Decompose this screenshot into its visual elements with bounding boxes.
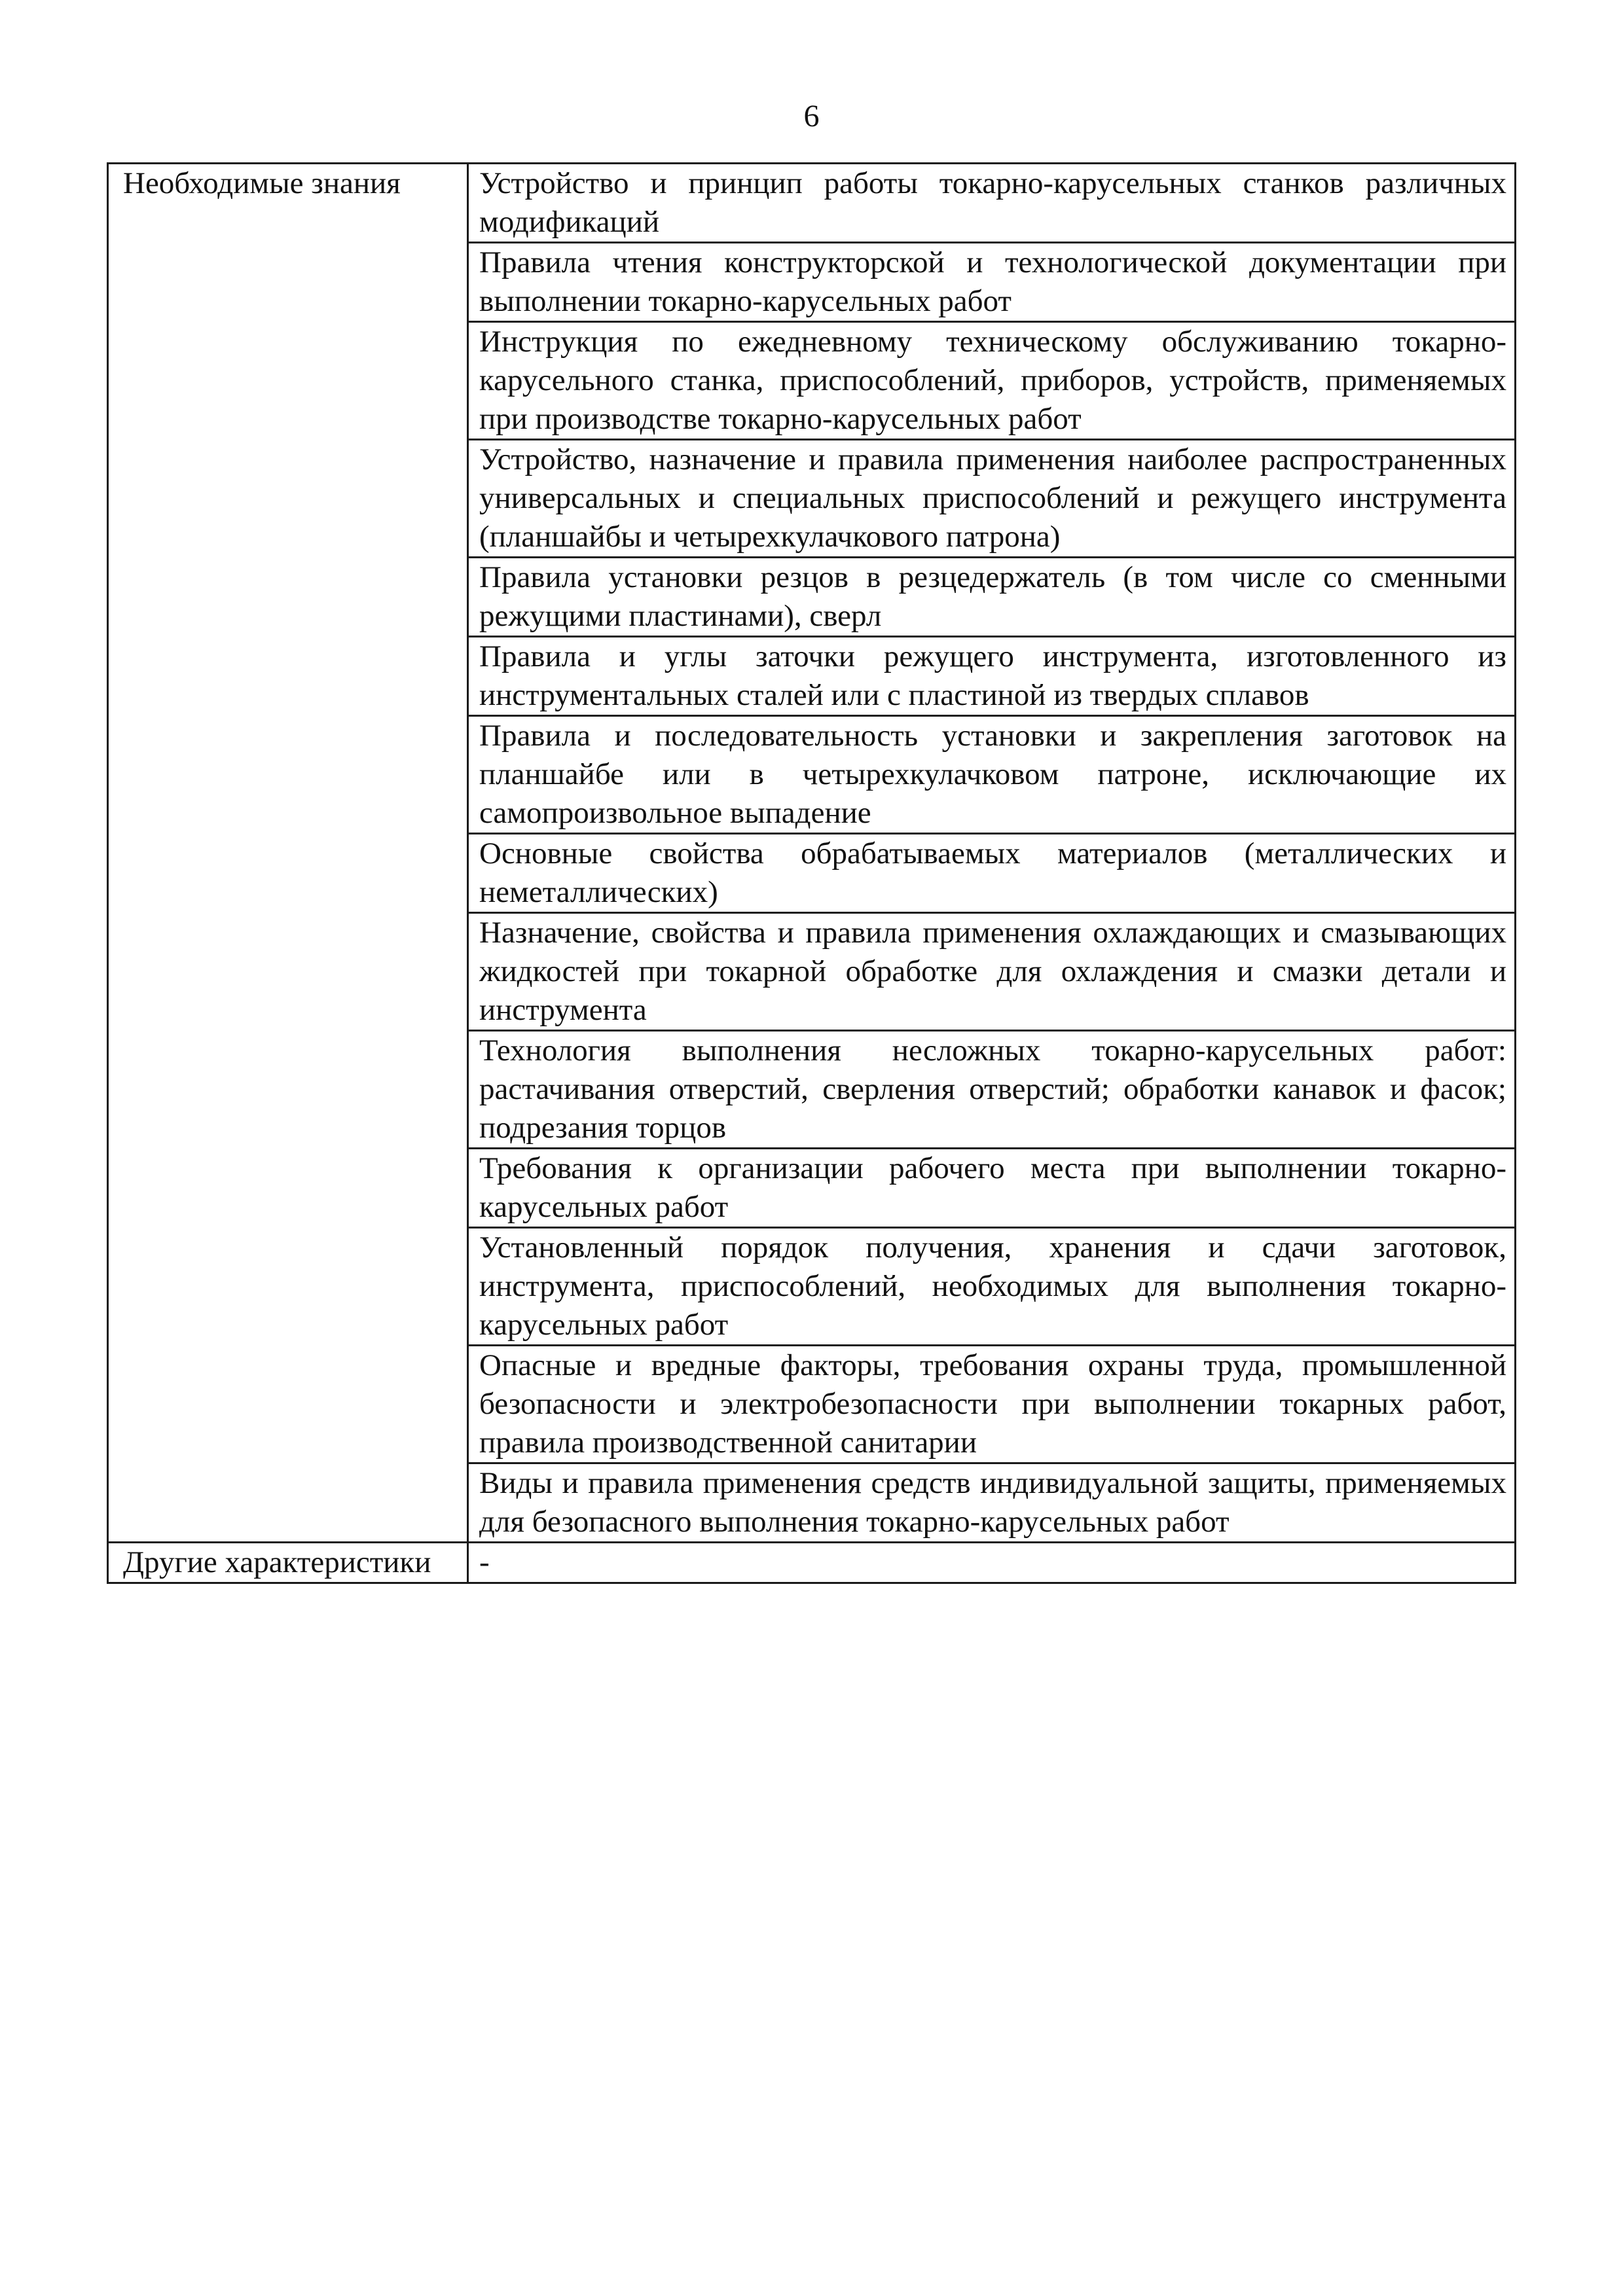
knowledge-item: Правила и углы заточки режущего инструмента, изготовленного из инструментальных сталей или с пластиной из твердых сплавов — [468, 637, 1516, 716]
knowledge-item: Виды и правила применения средств индивидуальной защиты, применяемых для безопасного выполнения токарно-карусельных работ — [468, 1463, 1516, 1543]
requirements-table — [107, 162, 1516, 1584]
knowledge-item: Устройство, назначение и правила применения наиболее распространенных универсальных и специальных приспособлений и режущего инструмента (планшайбы и четырехкулачкового патрона) — [468, 440, 1516, 558]
knowledge-label: Необходимые знания — [108, 164, 468, 1543]
other-characteristics-value: - — [468, 1543, 1516, 1583]
other-characteristics-label: Другие характеристики — [108, 1543, 468, 1583]
table-row — [108, 164, 1516, 243]
knowledge-item: Основные свойства обрабатываемых материалов (металлических и неметаллических) — [468, 834, 1516, 913]
knowledge-item: Устройство и принцип работы токарно-карусельных станков различных модификаций — [468, 164, 1516, 243]
knowledge-item: Требования к организации рабочего места при выполнении токарно-карусельных работ — [468, 1149, 1516, 1228]
table-row — [108, 1543, 1516, 1583]
knowledge-item: Технология выполнения несложных токарно-карусельных работ: растачивания отверстий, сверления отверстий; обработки канавок и фасок; подрезания торцов — [468, 1031, 1516, 1149]
knowledge-item: Инструкция по ежедневному техническому обслуживанию токарно-карусельного станка, приспособлений, приборов, устройств, применяемых при производстве токарно-карусельных работ — [468, 322, 1516, 440]
knowledge-item: Правила установки резцов в резцедержатель (в том числе со сменными режущими пластинами), сверл — [468, 558, 1516, 637]
knowledge-item: Правила и последовательность установки и закрепления заготовок на планшайбе или в четырехкулачковом патроне, исключающие их самопроизвольное выпадение — [468, 716, 1516, 834]
page-number: 6 — [803, 99, 820, 134]
knowledge-item: Установленный порядок получения, хранения и сдачи заготовок, инструмента, приспособлений, необходимых для выполнения токарно-карусельных работ — [468, 1228, 1516, 1346]
knowledge-item: Опасные и вредные факторы, требования охраны труда, промышленной безопасности и электробезопасности при выполнении токарных работ, правила производственной санитарии — [468, 1346, 1516, 1463]
knowledge-item: Правила чтения конструкторской и технологической документации при выполнении токарно-карусельных работ — [468, 243, 1516, 322]
knowledge-item: Назначение, свойства и правила применения охлаждающих и смазывающих жидкостей при токарной обработке для охлаждения и смазки детали и инструмента — [468, 913, 1516, 1031]
